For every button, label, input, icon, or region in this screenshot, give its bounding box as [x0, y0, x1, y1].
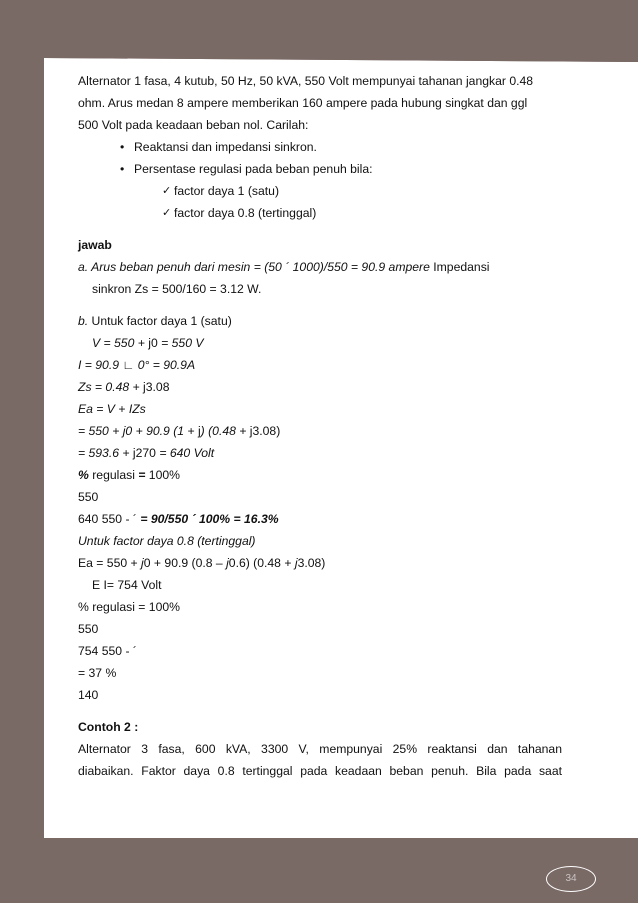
- eq-part: = 90/550 ´ 100% = 16.3%: [136, 512, 279, 526]
- equation-line: = 37 %: [78, 666, 117, 680]
- eq-part: = 550 V: [157, 336, 204, 350]
- problem-line-3: 500 Volt pada keadaan beban nol. Carilah:: [78, 118, 309, 132]
- eq-part: j270: [132, 446, 156, 460]
- eq-part: = 593.6 +: [78, 446, 133, 460]
- equation-line: 754 550 - ´: [78, 644, 137, 658]
- answer-b-text: Untuk factor daya 1 (satu): [88, 314, 232, 328]
- eq-part: V = 550 +: [92, 336, 149, 350]
- answer-a-normal: Impedansi: [429, 260, 490, 274]
- eq-part: 3.08): [297, 556, 326, 570]
- eq-part: 0 + 90.9 (0.8 –: [143, 556, 227, 570]
- answer-heading: jawab: [78, 238, 112, 252]
- eq-part: j: [226, 556, 229, 570]
- answer-a-italic: a. Arus beban penuh dari mesin = (50 ´ 1000)/550 = 90.9 ampere: [78, 260, 430, 274]
- eq-part: Zs = 0.48 +: [78, 380, 144, 394]
- eq-part: j3.08): [249, 424, 281, 438]
- eq-part: = 640 Volt: [155, 446, 215, 460]
- equation-line: Untuk factor daya 0.8 (tertinggal): [78, 534, 256, 548]
- equation-line: 140: [78, 688, 99, 702]
- equation-line: 550: [78, 490, 99, 504]
- equation-line: Ea = V + IZs: [78, 402, 146, 416]
- equation-line: [78, 420, 562, 442]
- eq-part: 0.6) (0.48 +: [228, 556, 295, 570]
- equation-line: [78, 332, 562, 354]
- eq-part: j: [197, 424, 201, 438]
- page-number-badge: 34: [546, 866, 596, 892]
- answer-a-line-1: [78, 256, 562, 278]
- eq-part: j: [294, 556, 298, 570]
- eq-part: regulasi: [88, 468, 139, 482]
- example2-line-2: diabaikan. Faktor daya 0.8 tertinggal pada keadaan beban penuh. Bila pada saat: [78, 764, 562, 778]
- problem-line-1: Alternator 1 fasa, 4 kutub, 50 Hz, 50 kVA, 550 Volt mempunyai tahanan jangkar 0.48: [78, 74, 534, 88]
- problem-statement: [78, 70, 562, 136]
- check-item: ✓ factor daya 1 (satu): [78, 180, 562, 202]
- equation-line: [78, 376, 562, 398]
- eq-part: %: [78, 468, 89, 482]
- answer-b-line: [78, 310, 562, 332]
- eq-part: j0: [148, 336, 158, 350]
- eq-part: = 550 + j0 + 90.9 (1 +: [78, 424, 198, 438]
- document-body: [78, 70, 562, 782]
- example2-line-1: Alternator 3 fasa, 600 kVA, 3300 V, mempunyai 25% reaktansi dan tahanan: [78, 742, 562, 756]
- equation-line: 550: [78, 622, 99, 636]
- equation-line: % regulasi = 100%: [78, 600, 180, 614]
- equation-line: [78, 442, 562, 464]
- answer-a-line-2: sinkron Zs = 500/160 = 3.12 W.: [92, 282, 262, 296]
- equation-line: [78, 552, 562, 574]
- eq-part: j: [141, 556, 144, 570]
- equation-line: [78, 508, 562, 530]
- eq-part: 640 550 - ´: [78, 512, 137, 526]
- answer-b-label: b.: [78, 314, 89, 328]
- example2-heading: Contoh 2 :: [78, 720, 139, 734]
- eq-part: Ea = 550 +: [78, 556, 142, 570]
- bullet-item: • Persentase regulasi pada beban penuh bila:: [78, 158, 562, 180]
- eq-part: 100%: [145, 468, 180, 482]
- eq-part: =: [138, 468, 146, 482]
- eq-part: j3.08: [143, 380, 170, 394]
- check-item: ✓ factor daya 0.8 (tertinggal): [78, 202, 562, 224]
- eq-part: ) (0.48 +: [200, 424, 250, 438]
- equation-line: E I= 754 Volt: [92, 578, 162, 592]
- problem-line-2: ohm. Arus medan 8 ampere memberikan 160 ampere pada hubung singkat dan ggl: [78, 96, 528, 110]
- bullet-item: • Reaktansi dan impedansi sinkron.: [78, 136, 562, 158]
- equation-line: [78, 464, 562, 486]
- equation-line: I = 90.9 ∟ 0° = 90.9A: [78, 358, 196, 372]
